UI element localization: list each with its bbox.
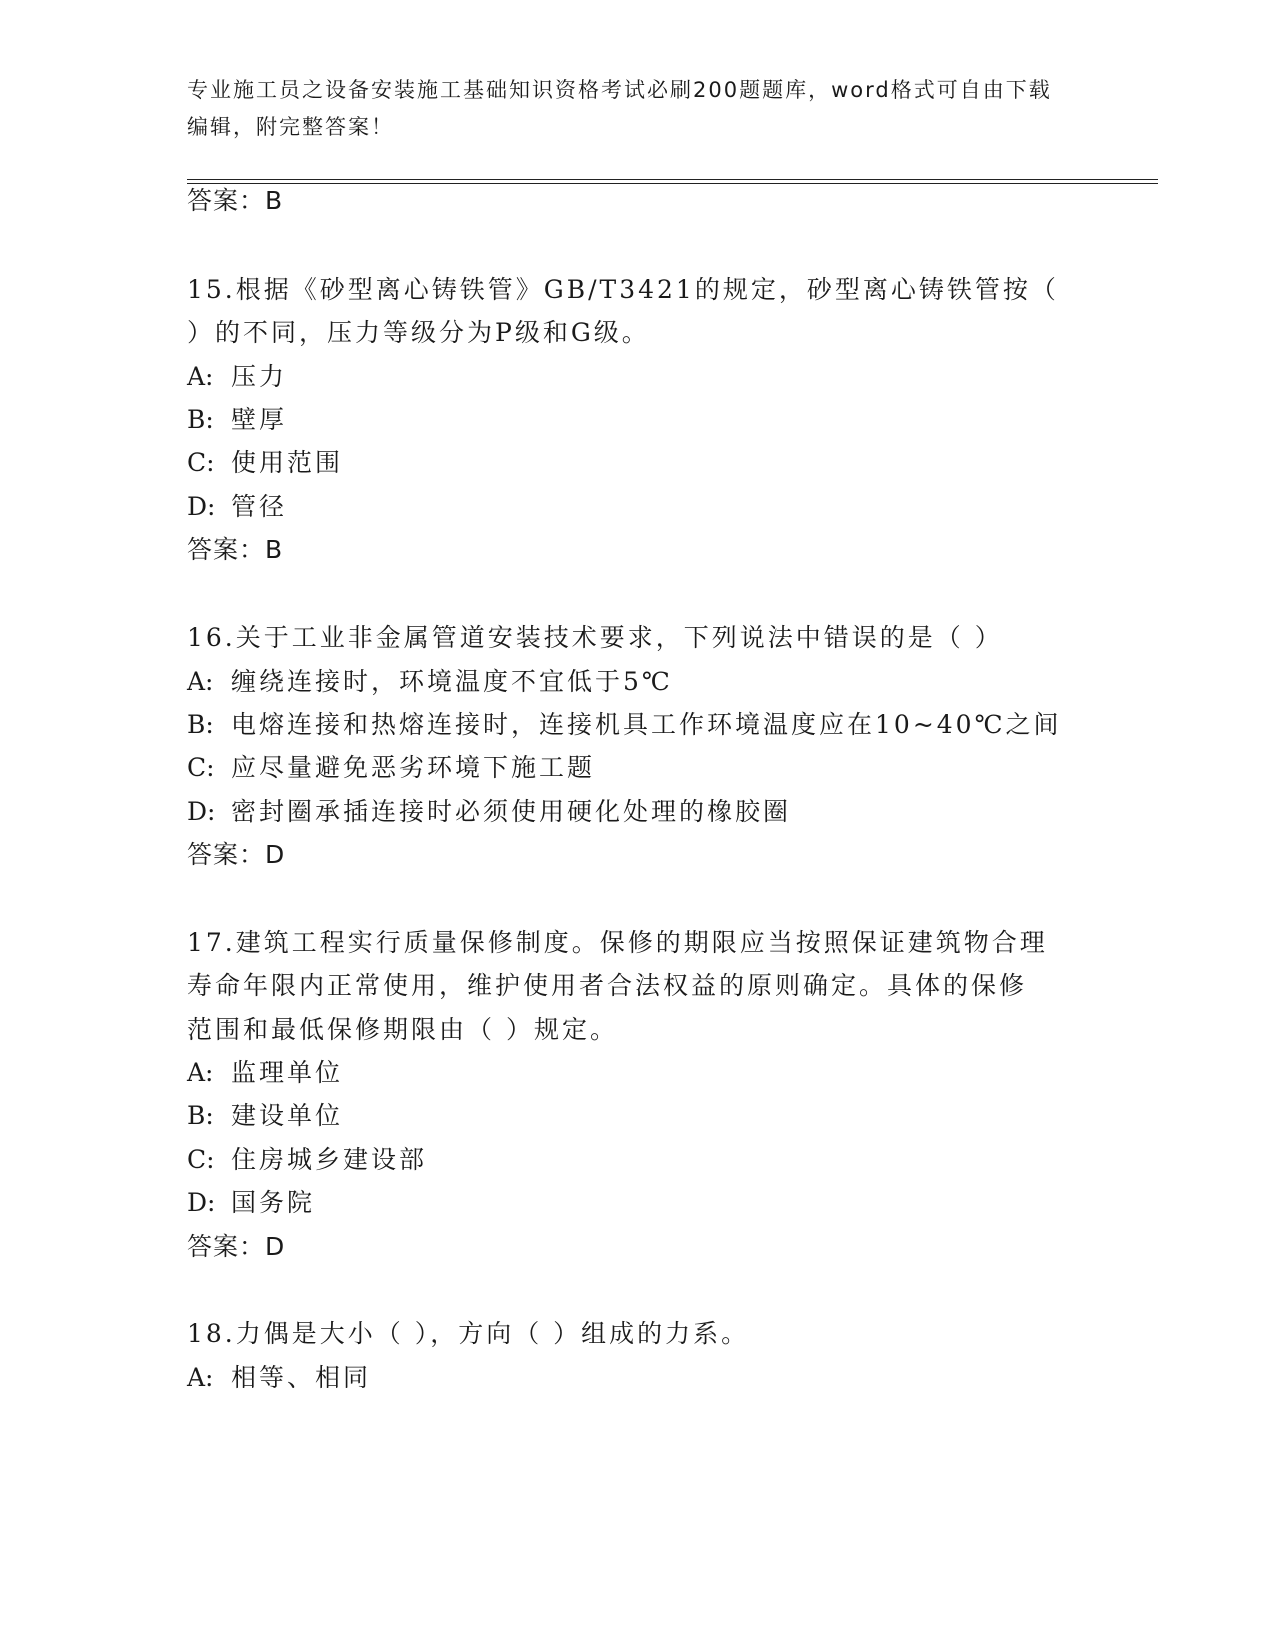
answer-value: D	[265, 1232, 286, 1261]
option-text: 住房城乡建设部	[231, 1145, 428, 1174]
option-c	[187, 753, 595, 783]
option-d	[187, 492, 287, 522]
option-text: 缠绕连接时，环境温度不宜低于5℃	[231, 667, 673, 696]
answer-line	[187, 840, 285, 870]
option-text: 监理单位	[231, 1058, 344, 1087]
option-text: 压力	[231, 362, 288, 391]
option-a	[187, 667, 673, 697]
question-text-line: 16.关于工业非金属管道安装技术要求，下列说法中错误的是（ ）	[187, 623, 1003, 652]
option-letter: A:	[187, 667, 214, 696]
option-a	[187, 1363, 371, 1393]
option-letter: C:	[187, 753, 215, 782]
answer-label: 答案：	[187, 186, 266, 215]
header-divider-bottom	[187, 183, 1158, 184]
option-d	[187, 797, 791, 827]
question-text-line: 17.建筑工程实行质量保修制度。保修的期限应当按照保证建筑物合理	[187, 928, 1048, 957]
option-text: 建设单位	[231, 1101, 344, 1130]
option-letter: B:	[187, 1101, 214, 1130]
option-letter: B:	[187, 710, 214, 739]
option-a	[187, 362, 287, 392]
option-a	[187, 1058, 343, 1088]
option-letter: B:	[187, 405, 214, 434]
option-letter: C:	[187, 1145, 215, 1174]
option-d	[187, 1188, 315, 1218]
document-header: 专业施工员之设备安装施工基础知识资格考试必刷200题题库，word格式可自由下载编辑，附完整答案！	[187, 78, 1052, 139]
question-text-line: 18.力偶是大小（ ），方向（ ）组成的力系。	[187, 1319, 750, 1348]
option-c	[187, 1145, 427, 1175]
question-text-line: 寿命年限内正常使用，维护使用者合法权益的原则确定。具体的保修	[187, 971, 1028, 1000]
answer-label: 答案：	[187, 840, 266, 869]
option-letter: D:	[187, 492, 216, 521]
question-text-line: ）的不同，压力等级分为P级和G级。	[187, 318, 650, 347]
option-text: 密封圈承插连接时必须使用硬化处理的橡胶圈	[231, 797, 792, 826]
option-text: 国务院	[231, 1188, 316, 1217]
option-text: 应尽量避免恶劣环境下施工题	[231, 753, 596, 782]
option-text: 管径	[231, 492, 288, 521]
option-letter: A:	[187, 1058, 214, 1087]
option-b	[187, 1101, 343, 1131]
option-text: 电熔连接和热熔连接时，连接机具工作环境温度应在10~40℃之间	[231, 710, 1062, 739]
answer-label: 答案：	[187, 1232, 266, 1261]
answer-line	[187, 186, 283, 216]
option-letter: A:	[187, 1363, 214, 1392]
option-text: 使用范围	[231, 448, 344, 477]
option-letter: C:	[187, 448, 215, 477]
question-text-line: 15.根据《砂型离心铸铁管》GB/T3421的规定，砂型离心铸铁管按（	[187, 275, 1059, 304]
option-text: 壁厚	[231, 405, 288, 434]
header-divider-top	[187, 179, 1158, 180]
option-c	[187, 448, 343, 478]
answer-value: B	[265, 535, 284, 564]
option-b	[187, 405, 287, 435]
answer-value: B	[265, 186, 284, 215]
option-letter: D:	[187, 797, 216, 826]
option-letter: A:	[187, 362, 214, 391]
option-letter: D:	[187, 1188, 216, 1217]
answer-value: D	[265, 840, 286, 869]
option-b	[187, 710, 1062, 740]
question-text-line: 范围和最低保修期限由（ ）规定。	[187, 1015, 618, 1044]
answer-label: 答案：	[187, 535, 266, 564]
option-text: 相等、相同	[231, 1363, 372, 1392]
answer-line	[187, 535, 283, 565]
answer-line	[187, 1232, 285, 1262]
